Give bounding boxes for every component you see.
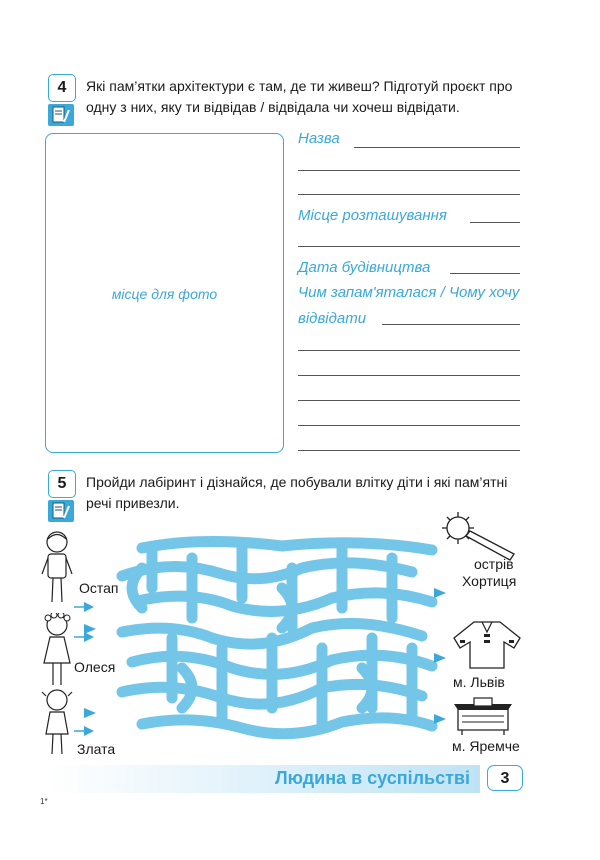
field-name-line[interactable] <box>354 147 520 148</box>
field-memory-label-cont: відвідати <box>298 310 367 327</box>
section-title: Людина в суспільстві <box>274 768 470 788</box>
child-name-label: Олеся <box>74 659 116 675</box>
arrow-icon <box>74 726 96 736</box>
answer-line[interactable] <box>298 425 520 426</box>
field-date-label: Дата будівництва <box>298 259 431 276</box>
wooden-box-icon <box>452 696 514 736</box>
task-5-text: Пройди лабіринт і дізнайся, де побували влітку діти і які пам’ятні речі привезли. <box>86 474 508 511</box>
arrow-icon <box>74 632 96 642</box>
embroidered-shirt-icon <box>452 618 522 670</box>
child-girl-icon <box>40 688 74 758</box>
destination-label: м. Яремче <box>452 738 520 754</box>
answer-line[interactable] <box>298 194 520 195</box>
answer-line[interactable] <box>298 350 520 351</box>
field-memory-label: Чим запам'яталася / Чому хочу <box>298 284 520 301</box>
answer-line[interactable] <box>298 246 520 247</box>
photo-placeholder-box[interactable] <box>45 133 284 453</box>
task-5-number: 5 <box>48 470 76 498</box>
destination-label: м. Львів <box>453 674 505 690</box>
maze[interactable] <box>82 528 454 756</box>
answer-line[interactable] <box>298 450 520 451</box>
photo-placeholder-label: місце для фото <box>111 286 218 302</box>
answer-line[interactable] <box>298 170 520 171</box>
child-name-label: Злата <box>77 741 116 757</box>
field-memory-line[interactable] <box>382 324 520 325</box>
notebook-icon <box>48 500 74 522</box>
page-number: 3 <box>487 765 523 791</box>
answer-line[interactable] <box>298 400 520 401</box>
print-mark: 1* <box>40 797 48 806</box>
notebook-icon <box>48 104 74 126</box>
task-4-text: Які пам’ятки архітектури є там, де ти живеш? Підготуй проєкт про одну з них, яку ти відвідав / відвідала чи хочеш відвідати. <box>86 78 513 115</box>
destination-label: острів <box>474 556 514 572</box>
arrow-icon <box>74 602 96 612</box>
child-name-label: Остап <box>79 580 119 596</box>
field-date-line[interactable] <box>450 273 520 274</box>
task-4-number: 4 <box>48 74 76 102</box>
child-boy-icon <box>40 530 74 606</box>
child-girl-icon <box>40 613 74 689</box>
field-location-label: Місце розташування <box>298 207 447 224</box>
field-name-label: Назва <box>298 130 340 147</box>
field-location-line[interactable] <box>470 222 520 223</box>
destination-label: Хортиця <box>462 573 517 589</box>
answer-line[interactable] <box>298 375 520 376</box>
